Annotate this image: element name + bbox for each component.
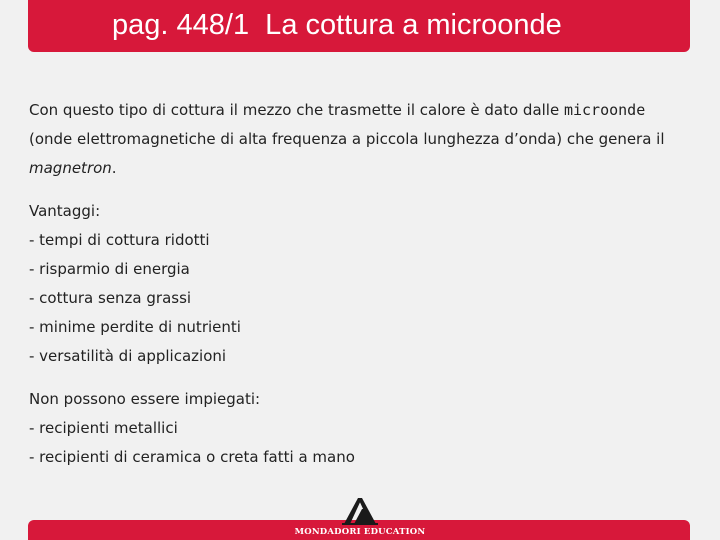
intro-highlight: microonde	[563, 101, 646, 119]
intro-paragraph	[29, 96, 669, 183]
slide-content	[29, 96, 669, 472]
title-bar	[28, 0, 690, 52]
intro-text-before: Con questo tipo di cottura il mezzo che trasmette il calore è dato dalle	[29, 101, 564, 119]
advantage-item: - risparmio di energia	[29, 260, 190, 278]
intro-text-middle: (onde elettromagnetiche di alta frequenza a piccola lunghezza d’onda) che genera il	[29, 130, 665, 148]
advantage-item: - minime perdite di nutrienti	[29, 318, 241, 336]
advantage-item: - versatilità di applicazioni	[29, 347, 227, 365]
restriction-item: - recipienti metallici	[29, 419, 178, 437]
advantage-item: - tempi di cottura ridotti	[29, 231, 210, 249]
intro-italic: magnetron	[29, 159, 112, 177]
publisher-logo-text: MONDADORI EDUCATION	[294, 527, 426, 537]
publisher-logo	[288, 494, 432, 540]
restrictions-heading: Non possono essere impiegati:	[29, 390, 261, 408]
page-title: pag. 448/1 La cottura a microonde	[112, 9, 562, 41]
publisher-logo-icon	[288, 494, 432, 528]
restriction-item: - recipienti di ceramica o creta fatti a mano	[29, 448, 355, 466]
advantage-item: - cottura senza grassi	[29, 289, 192, 307]
intro-text-after: .	[111, 159, 117, 177]
advantages-heading: Vantaggi:	[29, 202, 101, 220]
